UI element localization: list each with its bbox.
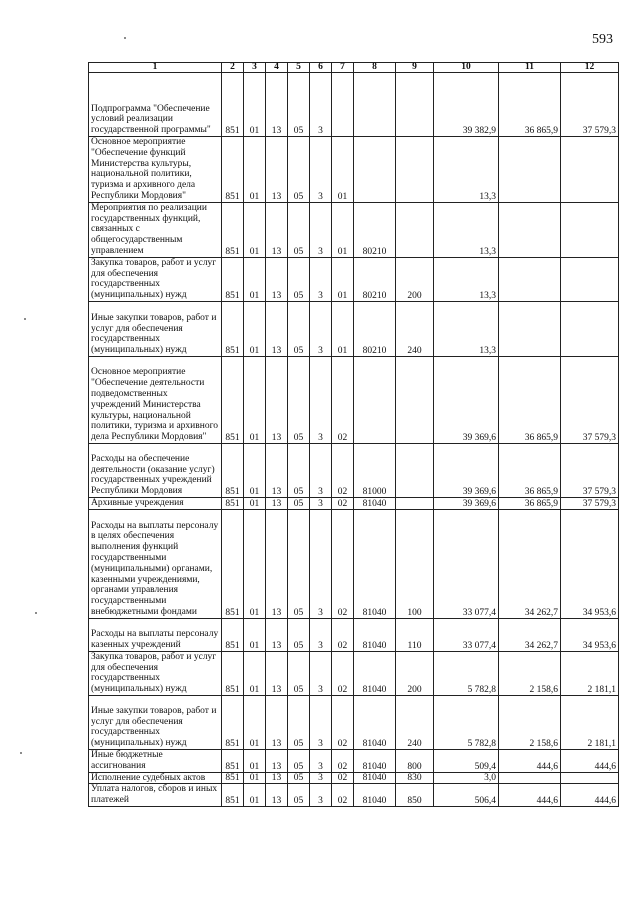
cell-col-5: 05 <box>288 749 310 772</box>
cell-col-7: 02 <box>332 749 354 772</box>
cell-col-4: 13 <box>266 749 288 772</box>
cell-col-6: 3 <box>310 73 332 137</box>
table-row <box>89 443 619 497</box>
cell-col-4: 13 <box>266 509 288 618</box>
cell-col-12: 2 181,1 <box>561 651 619 695</box>
cell-col-7: 02 <box>332 509 354 618</box>
cell-col-10: 39 369,6 <box>434 443 499 497</box>
cell-col-5: 05 <box>288 695 310 749</box>
cell-col-8: 81040 <box>354 772 396 784</box>
cell-col-11: 444,6 <box>499 784 561 807</box>
cell-col-12: 444,6 <box>561 749 619 772</box>
cell-col-7: 02 <box>332 618 354 651</box>
cell-col-2: 851 <box>222 356 244 443</box>
cell-col-5: 05 <box>288 137 310 203</box>
cell-col-10: 33 077,4 <box>434 509 499 618</box>
cell-col-6: 3 <box>310 301 332 356</box>
cell-col-6: 3 <box>310 749 332 772</box>
cell-col-11: 36 865,9 <box>499 497 561 509</box>
cell-col-7: 01 <box>332 202 354 257</box>
cell-col-2: 851 <box>222 651 244 695</box>
cell-col-9: 100 <box>396 509 434 618</box>
cell-col-9: 240 <box>396 695 434 749</box>
cell-col-3: 01 <box>244 301 266 356</box>
cell-col-6: 3 <box>310 202 332 257</box>
cell-col-12: 34 953,6 <box>561 509 619 618</box>
cell-col-11: 2 158,6 <box>499 695 561 749</box>
cell-col-11: 36 865,9 <box>499 443 561 497</box>
header-row <box>89 63 619 73</box>
cell-col-5: 05 <box>288 784 310 807</box>
cell-col-7: 02 <box>332 497 354 509</box>
scan-speck <box>20 752 22 754</box>
row-name-cell: Иные бюджетные ассигнования <box>89 749 222 772</box>
header-cell: 4 <box>266 63 288 73</box>
cell-col-8: 80210 <box>354 301 396 356</box>
row-name-cell: Архивные учреждения <box>89 497 222 509</box>
cell-col-12: 444,6 <box>561 784 619 807</box>
cell-col-5: 05 <box>288 443 310 497</box>
cell-col-4: 13 <box>266 651 288 695</box>
cell-col-3: 01 <box>244 497 266 509</box>
cell-col-4: 13 <box>266 202 288 257</box>
cell-col-9: 830 <box>396 772 434 784</box>
table-row <box>89 509 619 618</box>
cell-col-7: 02 <box>332 695 354 749</box>
cell-col-9: 110 <box>396 618 434 651</box>
cell-col-9 <box>396 73 434 137</box>
cell-col-9 <box>396 443 434 497</box>
cell-col-3: 01 <box>244 618 266 651</box>
cell-col-3: 01 <box>244 202 266 257</box>
cell-col-4: 13 <box>266 618 288 651</box>
table-row <box>89 73 619 137</box>
cell-col-10: 39 369,6 <box>434 356 499 443</box>
cell-col-3: 01 <box>244 784 266 807</box>
cell-col-7 <box>332 73 354 137</box>
budget-table <box>88 62 619 807</box>
cell-col-4: 13 <box>266 497 288 509</box>
cell-col-2: 851 <box>222 784 244 807</box>
row-name-cell: Мероприятия по реализации государственных функций, связанных с общегосударственным управлением <box>89 202 222 257</box>
cell-col-6: 3 <box>310 509 332 618</box>
row-name-cell: Расходы на выплаты персоналу в целях обеспечения выполнения функций государственными (муниципальными) органами, казенными учреждениями, органами управления государственными внебюджетными фондами <box>89 509 222 618</box>
scan-speck <box>124 37 126 39</box>
row-name-cell: Иные закупки товаров, работ и услуг для обеспечения государственных (муниципальных) нужд <box>89 695 222 749</box>
header-cell: 11 <box>499 63 561 73</box>
table-row <box>89 137 619 203</box>
cell-col-5: 05 <box>288 257 310 301</box>
cell-col-6: 3 <box>310 651 332 695</box>
cell-col-12: 37 579,3 <box>561 356 619 443</box>
table-row <box>89 257 619 301</box>
cell-col-10: 5 782,8 <box>434 695 499 749</box>
cell-col-12 <box>561 772 619 784</box>
cell-col-4: 13 <box>266 137 288 203</box>
cell-col-7: 02 <box>332 651 354 695</box>
cell-col-12 <box>561 137 619 203</box>
row-name-cell: Основное мероприятие "Обеспечение деятельности подведомственных учреждений Министерства культуры, национальной политики, туризма и архивного дела Республики Мордовия" <box>89 356 222 443</box>
cell-col-6: 3 <box>310 618 332 651</box>
cell-col-2: 851 <box>222 443 244 497</box>
cell-col-11: 2 158,6 <box>499 651 561 695</box>
cell-col-11: 444,6 <box>499 749 561 772</box>
cell-col-8: 81040 <box>354 651 396 695</box>
cell-col-4: 13 <box>266 695 288 749</box>
cell-col-3: 01 <box>244 772 266 784</box>
cell-col-4: 13 <box>266 73 288 137</box>
table-row <box>89 784 619 807</box>
cell-col-2: 851 <box>222 772 244 784</box>
cell-col-12 <box>561 257 619 301</box>
cell-col-3: 01 <box>244 651 266 695</box>
header-cell: 3 <box>244 63 266 73</box>
cell-col-5: 05 <box>288 509 310 618</box>
cell-col-5: 05 <box>288 301 310 356</box>
cell-col-9 <box>396 202 434 257</box>
row-name-cell: Подпрограмма "Обеспечение условий реализации государственной программы" <box>89 73 222 137</box>
cell-col-2: 851 <box>222 202 244 257</box>
cell-col-10: 33 077,4 <box>434 618 499 651</box>
cell-col-2: 851 <box>222 509 244 618</box>
cell-col-8: 80210 <box>354 257 396 301</box>
cell-col-10: 13,3 <box>434 257 499 301</box>
cell-col-9: 200 <box>396 257 434 301</box>
cell-col-5: 05 <box>288 497 310 509</box>
cell-col-4: 13 <box>266 356 288 443</box>
cell-col-10: 13,3 <box>434 202 499 257</box>
cell-col-3: 01 <box>244 356 266 443</box>
cell-col-5: 05 <box>288 356 310 443</box>
cell-col-8: 81040 <box>354 497 396 509</box>
cell-col-12: 37 579,3 <box>561 443 619 497</box>
row-name-cell: Основное мероприятие "Обеспечение функций Министерства культуры, национальной политики, туризма и архивного дела Республики Мордовия" <box>89 137 222 203</box>
cell-col-3: 01 <box>244 749 266 772</box>
cell-col-6: 3 <box>310 497 332 509</box>
cell-col-2: 851 <box>222 749 244 772</box>
table-row <box>89 497 619 509</box>
table-row <box>89 695 619 749</box>
cell-col-8 <box>354 73 396 137</box>
cell-col-2: 851 <box>222 497 244 509</box>
table-row <box>89 301 619 356</box>
cell-col-7: 02 <box>332 356 354 443</box>
table-row <box>89 202 619 257</box>
cell-col-8: 81040 <box>354 695 396 749</box>
row-name-cell: Исполнение судебных актов <box>89 772 222 784</box>
cell-col-10: 39 382,9 <box>434 73 499 137</box>
cell-col-2: 851 <box>222 695 244 749</box>
header-cell: 6 <box>310 63 332 73</box>
cell-col-8: 80210 <box>354 202 396 257</box>
cell-col-2: 851 <box>222 73 244 137</box>
row-name-cell: Уплата налогов, сборов и иных платежей <box>89 784 222 807</box>
cell-col-3: 01 <box>244 257 266 301</box>
table-row <box>89 772 619 784</box>
cell-col-11: 34 262,7 <box>499 618 561 651</box>
cell-col-9 <box>396 497 434 509</box>
cell-col-6: 3 <box>310 257 332 301</box>
cell-col-12: 37 579,3 <box>561 497 619 509</box>
page-number: 593 <box>592 32 613 47</box>
cell-col-11 <box>499 137 561 203</box>
cell-col-9: 850 <box>396 784 434 807</box>
scan-speck <box>24 318 26 320</box>
cell-col-6: 3 <box>310 784 332 807</box>
cell-col-8: 81000 <box>354 443 396 497</box>
cell-col-8: 81040 <box>354 618 396 651</box>
cell-col-3: 01 <box>244 443 266 497</box>
cell-col-4: 13 <box>266 443 288 497</box>
table-row <box>89 356 619 443</box>
cell-col-2: 851 <box>222 137 244 203</box>
row-name-cell: Расходы на выплаты персоналу казенных учреждений <box>89 618 222 651</box>
cell-col-3: 01 <box>244 695 266 749</box>
cell-col-8: 81040 <box>354 509 396 618</box>
cell-col-10: 13,3 <box>434 137 499 203</box>
cell-col-11: 36 865,9 <box>499 356 561 443</box>
cell-col-4: 13 <box>266 784 288 807</box>
cell-col-8 <box>354 137 396 203</box>
cell-col-3: 01 <box>244 73 266 137</box>
cell-col-8: 81040 <box>354 784 396 807</box>
cell-col-3: 01 <box>244 509 266 618</box>
cell-col-5: 05 <box>288 651 310 695</box>
cell-col-6: 3 <box>310 137 332 203</box>
cell-col-7: 02 <box>332 784 354 807</box>
table-row <box>89 749 619 772</box>
cell-col-9: 800 <box>396 749 434 772</box>
cell-col-9 <box>396 137 434 203</box>
cell-col-4: 13 <box>266 301 288 356</box>
header-cell: 8 <box>354 63 396 73</box>
cell-col-10: 39 369,6 <box>434 497 499 509</box>
cell-col-2: 851 <box>222 301 244 356</box>
cell-col-10: 506,4 <box>434 784 499 807</box>
cell-col-5: 05 <box>288 73 310 137</box>
cell-col-10: 5 782,8 <box>434 651 499 695</box>
header-cell: 12 <box>561 63 619 73</box>
cell-col-11 <box>499 257 561 301</box>
row-name-cell: Закупка товаров, работ и услуг для обеспечения государственных (муниципальных) нужд <box>89 257 222 301</box>
cell-col-12 <box>561 202 619 257</box>
header-cell: 5 <box>288 63 310 73</box>
cell-col-11 <box>499 772 561 784</box>
cell-col-10: 13,3 <box>434 301 499 356</box>
cell-col-6: 3 <box>310 695 332 749</box>
cell-col-7: 01 <box>332 257 354 301</box>
cell-col-9 <box>396 356 434 443</box>
cell-col-12: 2 181,1 <box>561 695 619 749</box>
header-cell: 2 <box>222 63 244 73</box>
row-name-cell: Иные закупки товаров, работ и услуг для обеспечения государственных (муниципальных) нужд <box>89 301 222 356</box>
cell-col-8: 81040 <box>354 749 396 772</box>
header-cell: 7 <box>332 63 354 73</box>
cell-col-7: 02 <box>332 443 354 497</box>
cell-col-6: 3 <box>310 443 332 497</box>
cell-col-12 <box>561 301 619 356</box>
cell-col-2: 851 <box>222 618 244 651</box>
cell-col-9: 200 <box>396 651 434 695</box>
header-cell: 9 <box>396 63 434 73</box>
cell-col-12: 34 953,6 <box>561 618 619 651</box>
header-cell: 10 <box>434 63 499 73</box>
cell-col-5: 05 <box>288 618 310 651</box>
cell-col-10: 3,0 <box>434 772 499 784</box>
cell-col-11 <box>499 202 561 257</box>
table-row <box>89 618 619 651</box>
cell-col-2: 851 <box>222 257 244 301</box>
cell-col-6: 3 <box>310 772 332 784</box>
cell-col-10: 509,4 <box>434 749 499 772</box>
row-name-cell: Расходы на обеспечение деятельности (оказание услуг) государственных учреждений Республики Мордовия <box>89 443 222 497</box>
cell-col-11 <box>499 301 561 356</box>
cell-col-11: 36 865,9 <box>499 73 561 137</box>
scan-speck <box>35 612 37 614</box>
cell-col-8 <box>354 356 396 443</box>
cell-col-9: 240 <box>396 301 434 356</box>
cell-col-7: 02 <box>332 772 354 784</box>
cell-col-4: 13 <box>266 257 288 301</box>
row-name-cell: Закупка товаров, работ и услуг для обеспечения государственных (муниципальных) нужд <box>89 651 222 695</box>
cell-col-6: 3 <box>310 356 332 443</box>
cell-col-5: 05 <box>288 772 310 784</box>
header-cell: 1 <box>89 63 222 73</box>
cell-col-7: 01 <box>332 137 354 203</box>
table-row <box>89 651 619 695</box>
cell-col-7: 01 <box>332 301 354 356</box>
cell-col-4: 13 <box>266 772 288 784</box>
cell-col-11: 34 262,7 <box>499 509 561 618</box>
cell-col-3: 01 <box>244 137 266 203</box>
cell-col-5: 05 <box>288 202 310 257</box>
cell-col-12: 37 579,3 <box>561 73 619 137</box>
